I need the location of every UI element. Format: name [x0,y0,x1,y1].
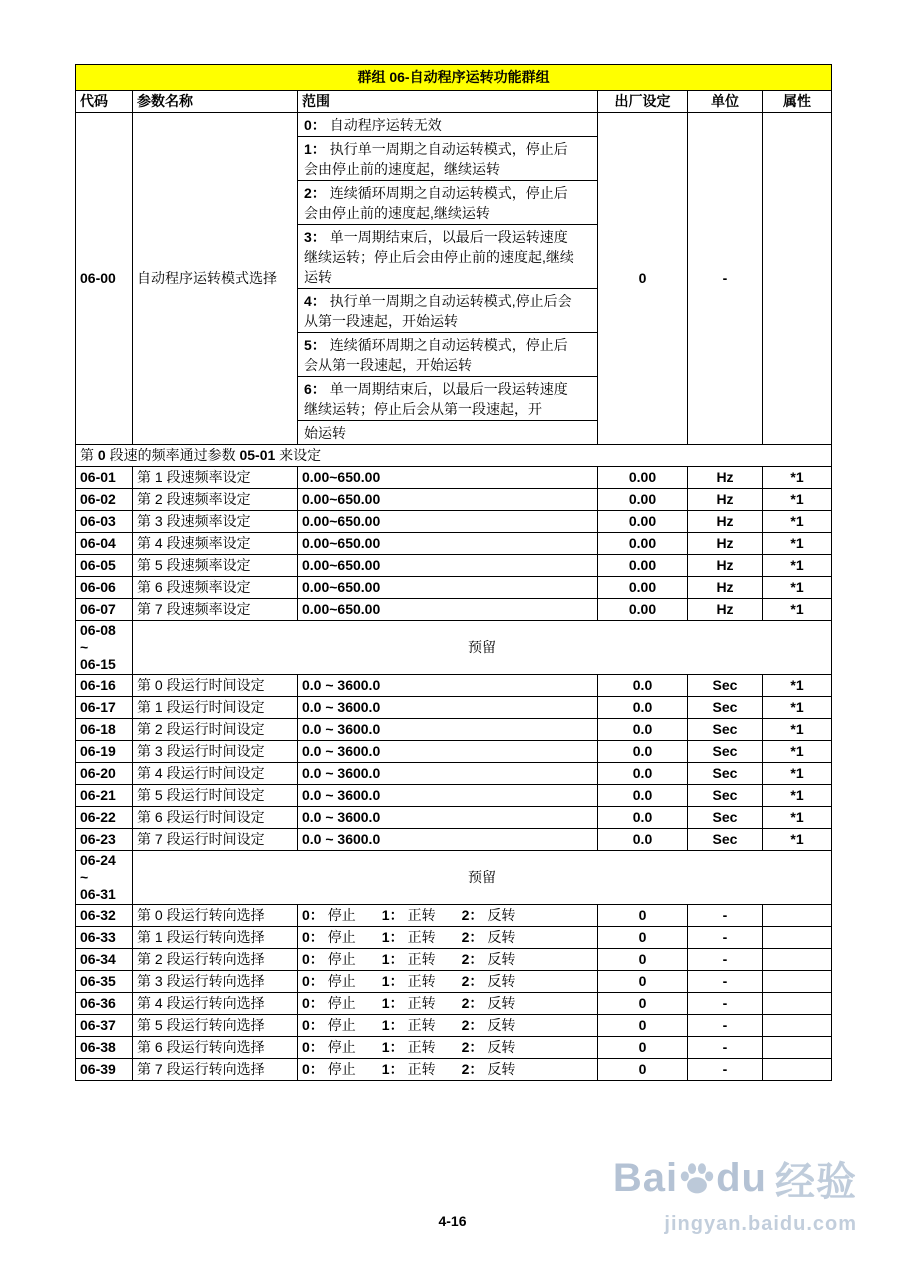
name-cell: 第 6 段运行转向选择 [133,1037,298,1059]
option-number: 2： [304,185,326,201]
code-cell [76,621,133,675]
attr-cell: *1 [763,511,832,533]
name-cell: 第 1 段运行转向选择 [133,927,298,949]
code-cell: 06-22 [76,807,133,829]
name-cell: 第 2 段运行转向选择 [133,949,298,971]
range-cell [298,971,598,993]
range-option-label: 停止 [327,1061,356,1077]
factory-default-cell: 0.0 [598,741,688,763]
param-row [76,829,832,851]
name-cell: 第 7 段运行时间设定 [133,829,298,851]
mode-option [298,333,597,377]
factory-default-cell: 0 [598,1037,688,1059]
attr-cell: *1 [763,489,832,511]
range-option-num: 2： [461,995,484,1011]
param-row [76,741,832,763]
factory-default-cell: 0 [598,905,688,927]
range-option-label: 停止 [327,951,356,967]
unit-cell: Sec [688,807,763,829]
unit-cell: - [688,1015,763,1037]
factory-default-cell: 0 [598,993,688,1015]
name-cell: 第 3 段速频率设定 [133,511,298,533]
range-option-label: 正转 [407,973,436,989]
code-cell: 06-17 [76,697,133,719]
range-cell [298,927,598,949]
param-row [76,533,832,555]
param-row [76,1015,832,1037]
param-row [76,807,832,829]
range-cell: 0.0 ~ 3600.0 [298,785,598,807]
code-range-tilde: ~ [80,639,89,655]
range-option-num: 1： [381,995,404,1011]
name-cell: 第 4 段运行时间设定 [133,763,298,785]
range-cell [298,1015,598,1037]
factory-default-cell: 0.0 [598,807,688,829]
param-row [76,785,832,807]
name-cell: 第 1 段运行时间设定 [133,697,298,719]
code-cell: 06-33 [76,927,133,949]
range-option-num: 0： [302,995,324,1011]
range-option-num: 2： [461,1039,484,1055]
param-row [76,1059,832,1081]
range-cell [298,1059,598,1081]
unit-cell: Sec [688,785,763,807]
mode-option [298,289,597,333]
range-cell: 0.0 ~ 3600.0 [298,719,598,741]
name-cell: 第 4 段运行转向选择 [133,993,298,1015]
range-cell: 0.00~650.00 [298,599,598,621]
baidu-watermark [613,1150,857,1236]
attr-cell [763,113,832,445]
code-cell [76,851,133,905]
range-option-label: 停止 [327,1039,356,1055]
param-row [76,1037,832,1059]
unit-cell: - [688,1037,763,1059]
range-option-num: 2： [461,929,484,945]
name-cell: 第 3 段运行转向选择 [133,971,298,993]
attr-cell: *1 [763,719,832,741]
attr-cell [763,993,832,1015]
unit-cell: - [688,1059,763,1081]
note-cell [76,445,832,467]
mode-option [298,137,597,181]
name-cell: 第 5 段运行时间设定 [133,785,298,807]
range-cell [298,949,598,971]
header-code: 代码 [76,91,133,113]
unit-cell: - [688,927,763,949]
range-option-label: 停止 [327,973,356,989]
name-cell: 第 7 段速频率设定 [133,599,298,621]
range-option-num: 1： [381,1061,404,1077]
range-option-num: 1： [381,973,404,989]
param-row [76,993,832,1015]
unit-cell: - [688,113,763,445]
factory-default-cell: 0 [598,927,688,949]
code-cell: 06-23 [76,829,133,851]
attr-cell: *1 [763,697,832,719]
header-name: 参数名称 [133,91,298,113]
name-cell: 第 2 段运行时间设定 [133,719,298,741]
reserved-row [76,621,832,675]
name-cell: 第 7 段运行转向选择 [133,1059,298,1081]
param-row [76,719,832,741]
watermark-brand-latin: Bai [612,1156,679,1200]
range-cell [298,113,598,445]
code-range-start: 06-24 [80,852,116,868]
attr-cell [763,971,832,993]
option-text: 单一周期结束后，以最后一段运转速度继续运转；停止后会从第一段速起，开 [304,381,568,417]
code-cell: 06-19 [76,741,133,763]
code-range-end: 06-15 [80,656,116,672]
table-title-row [76,65,832,91]
code-cell: 06-00 [76,113,133,445]
range-option-label: 正转 [407,995,436,1011]
name-cell: 第 4 段速频率设定 [133,533,298,555]
code-cell: 06-04 [76,533,133,555]
range-option-label: 正转 [407,1017,436,1033]
range-option-num: 0： [302,1039,324,1055]
range-cell: 0.0 ~ 3600.0 [298,741,598,763]
unit-cell: - [688,993,763,1015]
name-cell: 第 3 段运行时间设定 [133,741,298,763]
code-cell: 06-37 [76,1015,133,1037]
attr-cell [763,1015,832,1037]
param-row [76,511,832,533]
option-text: 执行单一周期之自动运转模式，停止后会由停止前的速度起，继续运转 [304,141,568,177]
watermark-brand-cjk: 经验 [775,1160,857,1204]
name-cell: 第 0 段运行时间设定 [133,675,298,697]
watermark-brand-latin: du [716,1156,767,1200]
unit-cell: Hz [688,467,763,489]
range-option-label: 停止 [327,907,356,923]
attr-cell [763,905,832,927]
range-option-label: 停止 [327,995,356,1011]
mode-option [298,377,597,421]
factory-default-cell: 0.00 [598,511,688,533]
range-option-num: 2： [461,1061,484,1077]
option-number: 5： [304,337,326,353]
range-cell [298,1037,598,1059]
code-cell: 06-20 [76,763,133,785]
code-cell: 06-38 [76,1037,133,1059]
range-option-label: 反转 [487,973,516,989]
range-cell: 0.00~650.00 [298,533,598,555]
attr-cell: *1 [763,599,832,621]
factory-default-cell: 0.0 [598,719,688,741]
factory-default-cell: 0 [598,1059,688,1081]
attr-cell: *1 [763,675,832,697]
note-bold: 05-01 [239,447,276,463]
param-row [76,577,832,599]
name-cell: 第 6 段运行时间设定 [133,807,298,829]
range-cell: 0.00~650.00 [298,489,598,511]
mode-row [76,113,832,445]
code-cell: 06-06 [76,577,133,599]
range-option-num: 1： [381,907,404,923]
unit-cell: Hz [688,489,763,511]
name-cell: 第 5 段速频率设定 [133,555,298,577]
param-row [76,927,832,949]
baidu-paw-icon [679,1161,715,1197]
code-cell: 06-35 [76,971,133,993]
factory-default-cell: 0.0 [598,697,688,719]
range-option-label: 停止 [327,1017,356,1033]
note-bold: 0 [97,447,106,463]
unit-cell: Hz [688,599,763,621]
param-row [76,675,832,697]
attr-cell [763,949,832,971]
range-option-label: 反转 [487,951,516,967]
option-number: 6： [304,381,326,397]
unit-cell: Sec [688,719,763,741]
header-unit: 单位 [688,91,763,113]
range-cell: 0.0 ~ 3600.0 [298,763,598,785]
factory-default-cell: 0.00 [598,555,688,577]
range-option-num: 0： [302,929,324,945]
code-range-start: 06-08 [80,622,116,638]
note-row [76,445,832,467]
code-cell: 06-03 [76,511,133,533]
range-option-num: 2： [461,907,484,923]
range-option-num: 2： [461,1017,484,1033]
code-cell: 06-02 [76,489,133,511]
option-text: 执行单一周期之自动运转模式,停止后会从第一段速起，开始运转 [304,293,572,329]
code-cell: 06-36 [76,993,133,1015]
range-option-label: 反转 [487,907,516,923]
option-number: 1： [304,141,326,157]
param-row [76,489,832,511]
reserved-label: 预留 [133,851,832,905]
unit-cell: - [688,905,763,927]
factory-default-cell: 0 [598,971,688,993]
code-range-end: 06-31 [80,886,116,902]
unit-cell: Sec [688,675,763,697]
param-row [76,555,832,577]
code-cell: 06-18 [76,719,133,741]
range-option-label: 正转 [407,1061,436,1077]
range-option-label: 反转 [487,1017,516,1033]
factory-default-cell: 0.00 [598,489,688,511]
option-text: 自动程序运转无效 [329,117,442,133]
header-attr: 属性 [763,91,832,113]
attr-cell [763,927,832,949]
name-cell: 第 1 段速频率设定 [133,467,298,489]
mode-option [298,113,597,137]
param-row [76,697,832,719]
param-row [76,905,832,927]
attr-cell: *1 [763,763,832,785]
range-option-label: 反转 [487,929,516,945]
factory-default-cell: 0.00 [598,533,688,555]
range-option-num: 1： [381,1039,404,1055]
range-option-num: 1： [381,951,404,967]
range-cell: 0.00~650.00 [298,577,598,599]
param-row [76,763,832,785]
code-cell: 06-05 [76,555,133,577]
param-row [76,599,832,621]
range-option-label: 正转 [407,951,436,967]
range-cell: 0.00~650.00 [298,555,598,577]
option-text: 单一周期结束后，以最后一段运转速度继续运转；停止后会由停止前的速度起,继续运转 [304,229,574,285]
attr-cell: *1 [763,785,832,807]
range-option-num: 1： [381,929,404,945]
option-number: 3： [304,229,326,245]
unit-cell: Sec [688,697,763,719]
attr-cell: *1 [763,555,832,577]
factory-default-cell: 0 [598,1015,688,1037]
note-text: 来设定 [275,447,322,463]
header-range: 范围 [298,91,598,113]
range-option-label: 反转 [487,1039,516,1055]
factory-default-cell: 0.00 [598,577,688,599]
range-option-num: 0： [302,973,324,989]
name-cell [133,113,298,445]
range-cell [298,993,598,1015]
range-option-num: 0： [302,907,324,923]
name-cell: 第 0 段运行转向选择 [133,905,298,927]
factory-default-cell: 0.0 [598,763,688,785]
code-cell: 06-32 [76,905,133,927]
range-cell: 0.0 ~ 3600.0 [298,675,598,697]
range-option-num: 1： [381,1017,404,1033]
factory-default-cell: 0 [598,113,688,445]
range-option-label: 正转 [407,1039,436,1055]
range-cell: 0.0 ~ 3600.0 [298,697,598,719]
range-option-label: 反转 [487,1061,516,1077]
range-cell: 0.0 ~ 3600.0 [298,807,598,829]
range-option-num: 2： [461,951,484,967]
attr-cell [763,1037,832,1059]
range-option-num: 0： [302,951,324,967]
unit-cell: Hz [688,555,763,577]
unit-cell: - [688,971,763,993]
unit-cell: Hz [688,533,763,555]
attr-cell [763,1059,832,1081]
code-cell: 06-21 [76,785,133,807]
range-option-label: 反转 [487,995,516,1011]
code-cell: 06-01 [76,467,133,489]
code-cell: 06-39 [76,1059,133,1081]
option-number: 0： [304,117,326,133]
name-cell: 第 2 段速频率设定 [133,489,298,511]
table-title: 群组 06-自动程序运转功能群组 [76,65,832,91]
range-cell: 0.0 ~ 3600.0 [298,829,598,851]
unit-cell: Sec [688,763,763,785]
note-text: 第 [80,447,98,463]
page-number: 4-16 [438,1213,467,1229]
code-cell: 06-07 [76,599,133,621]
name-cell: 第 6 段速频率设定 [133,577,298,599]
param-row [76,467,832,489]
note-text: 段速的频率通过参数 [105,447,240,463]
parameter-name: 自动程序运转模式选择 [137,270,277,286]
attr-cell: *1 [763,467,832,489]
factory-default-cell: 0.0 [598,829,688,851]
attr-cell: *1 [763,577,832,599]
factory-default-cell: 0.0 [598,785,688,807]
factory-default-cell: 0.0 [598,675,688,697]
range-cell [298,905,598,927]
param-row [76,971,832,993]
unit-cell: Sec [688,829,763,851]
factory-default-cell: 0.00 [598,467,688,489]
header-factory-default: 出厂设定 [598,91,688,113]
param-row [76,949,832,971]
watermark-brand [613,1150,857,1207]
range-option-label: 停止 [327,929,356,945]
attr-cell: *1 [763,829,832,851]
unit-cell: - [688,949,763,971]
parameter-table [75,64,832,1081]
unit-cell: Hz [688,511,763,533]
mode-option [298,181,597,225]
option-number: 4： [304,293,326,309]
option-text: 连续循环周期之自动运转模式，停止后会由停止前的速度起,继续运转 [304,185,568,221]
attr-cell: *1 [763,807,832,829]
range-option-num: 0： [302,1061,324,1077]
range-option-num: 0： [302,1017,324,1033]
factory-default-cell: 0 [598,949,688,971]
range-cell: 0.00~650.00 [298,467,598,489]
code-range-tilde: ~ [80,869,89,885]
name-cell: 第 5 段运行转向选择 [133,1015,298,1037]
factory-default-cell: 0.00 [598,599,688,621]
mode-option [298,225,597,289]
unit-cell: Hz [688,577,763,599]
range-option-label: 正转 [407,929,436,945]
watermark-url: jingyan.baidu.com [664,1213,857,1235]
option-text: 连续循环周期之自动运转模式，停止后会从第一段速起，开始运转 [304,337,568,373]
mode-option-overflow: 始运转 [304,425,346,441]
reserved-row [76,851,832,905]
attr-cell: *1 [763,533,832,555]
reserved-label: 预留 [133,621,832,675]
range-option-label: 正转 [407,907,436,923]
range-option-num: 2： [461,973,484,989]
attr-cell: *1 [763,741,832,763]
code-cell: 06-34 [76,949,133,971]
table-header-row [76,91,832,113]
unit-cell: Sec [688,741,763,763]
code-cell: 06-16 [76,675,133,697]
range-cell: 0.00~650.00 [298,511,598,533]
